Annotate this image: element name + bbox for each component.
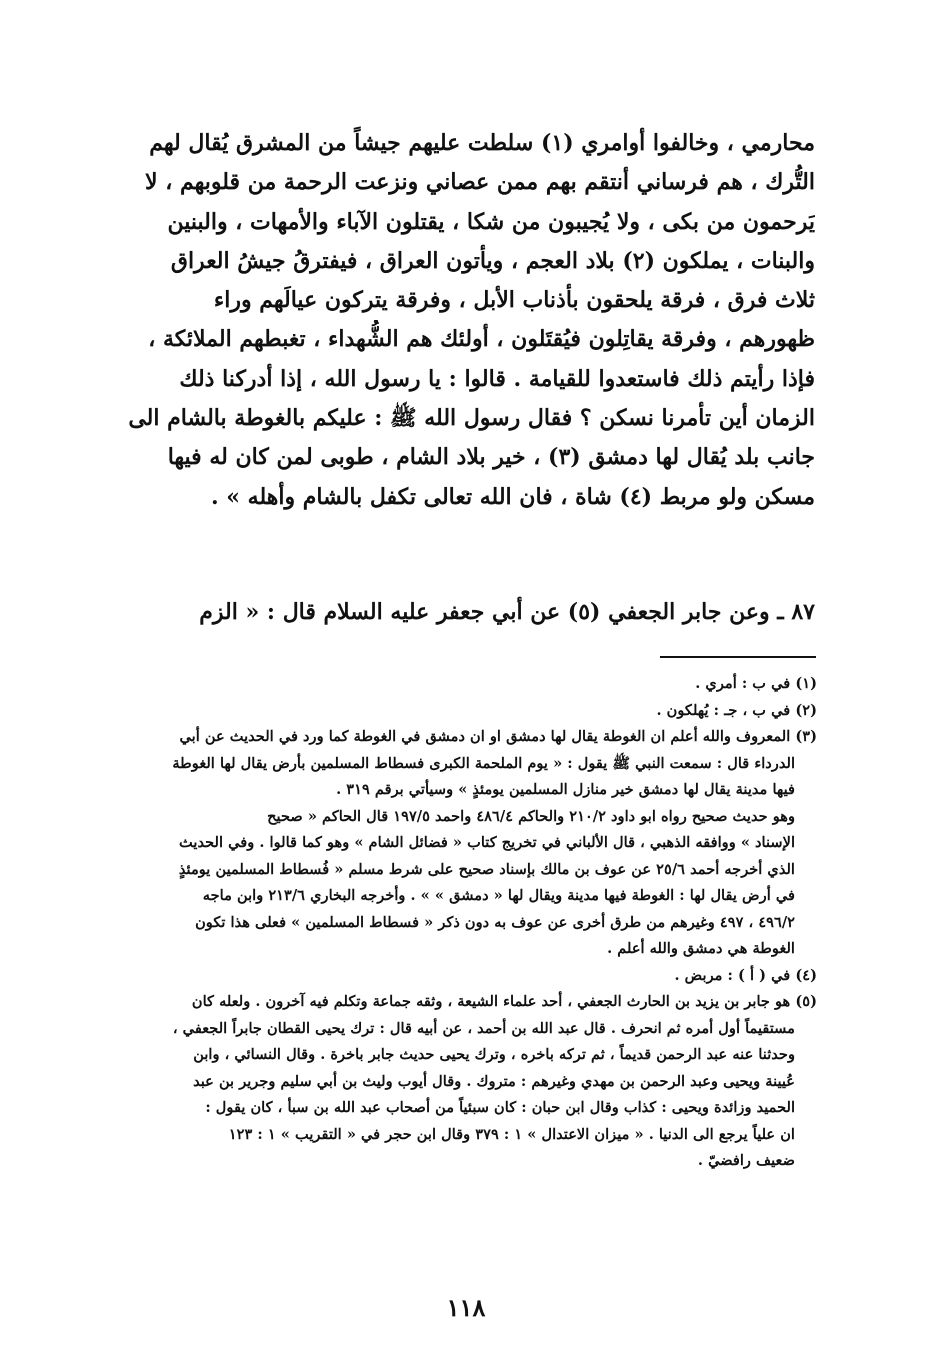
footnote-3-line: الذي أخرجه أحمد ٢٥/٦ عن عوف بن مالك بإسناد صحيح على شرط مسلم « فُسطاط المسلمين يومئذٍ bbox=[178, 860, 795, 878]
hadith-87-opening: ٨٧ ـ وعن جابر الجعفي (٥) عن أبي جعفر عليه السلام قال : « الزم bbox=[199, 599, 815, 625]
footnote-3-line: الغوطة هي دمشق والله أعلم . bbox=[607, 940, 795, 957]
text-line: جانب بلد يُقال لها دمشق (٣) ، خير بلاد الشام ، طوبى لمن كان له فيها bbox=[167, 444, 815, 471]
text-line: ظهورهم ، وفرقة يقاتِلون فيُقتَلون ، أولئك هم الشُّهداء ، تغبطهم الملائكة ، bbox=[148, 326, 815, 353]
footnote-5-line: مستقيماً أول أمره ثم انحرف . قال عبد الله بن أحمد ، عن أبيه قال : ترك يحيى القطان جابراً الجعفي ، bbox=[172, 1019, 795, 1037]
text-line: مسكن ولو مربط (٤) شاة ، فان الله تعالى تكفل بالشام وأهله » . bbox=[210, 483, 815, 510]
footnote-3-line: فيها مدينة يقال لها دمشق خير منازل المسلمين يومئذٍ » وسيأتي برقم ٣١٩ . bbox=[336, 781, 795, 798]
text-line: ثلاث فرق ، فرقة يلحقون بأذناب الأبل ، وفرقة يتركون عيالَهم وراء bbox=[213, 287, 815, 314]
footnote-3-line: في أرض يقال لها : الغوطة فيها مدينة ويقال لها « دمشق » » . وأخرجه البخاري ٢١٣/٦ وابن ماجه bbox=[202, 887, 795, 904]
footnote-3-line: الدرداء قال : سمعت النبي ﷺ يقول : « يوم الملحمة الكبرى فسطاط المسلمين بأرض يقال لها الغوطة bbox=[172, 754, 795, 772]
footnote-4: (٤) في ( أ ) : مربض . bbox=[674, 966, 817, 984]
page-number: ١١٨ bbox=[446, 1293, 486, 1322]
text-line: محارمي ، وخالفوا أوامري (١) سلطت عليهم جيشاً من المشرق يُقال لهم bbox=[149, 130, 815, 156]
footnote-5-line: ان علياً يرجع الى الدنيا . « ميزان الاعتدال » ١ : ٣٧٩ وقال ابن حجر في « التقريب » ١ : ١٢٣ bbox=[228, 1125, 795, 1143]
text-line: يَرحمون من بكى ، ولا يُجيبون من شكا ، يقتلون الآباء والأمهات ، والبنين bbox=[167, 208, 815, 235]
footnote-3-line: الإسناد » ووافقه الذهبي ، قال الألباني في تخريج كتاب « فضائل الشام » وهو كما قالوا . وفي الحديث bbox=[179, 834, 795, 851]
text-line: والبنات ، يملكون (٢) بلاد العجم ، ويأتون العراق ، فيفترقُ جيشُ العراق bbox=[170, 247, 815, 274]
footnote-5-line: ضعيف رافضيّ . bbox=[697, 1152, 795, 1169]
footnote-1: (١) في ب : أمري . bbox=[695, 675, 817, 692]
text-line: فإذا رأيتم ذلك فاستعدوا للقيامة . قالوا : يا رسول الله ، إذا أدركنا ذلك bbox=[179, 365, 815, 392]
footnote-5-line: وحدثنا عنه عبد الرحمن قديماً ، ثم تركه باخره ، وترك يحيى حديث جابر باخرة . وقال النسائي ، وابن bbox=[193, 1046, 795, 1063]
text-line: التُّرك ، هم فرساني أنتقم بهم ممن عصاني ونزعت الرحمة من قلوبهم ، لا bbox=[145, 169, 815, 196]
footnote-3-line: (٣) المعروف والله أعلم ان الغوطة يقال لها دمشق او ان دمشق في الغوطة كما ورد في الحديث عن أبي bbox=[179, 728, 817, 745]
footnote-divider bbox=[660, 656, 816, 658]
footnotes-block bbox=[125, 671, 817, 1175]
footnote-5-line: الحميد وزائدة ويحيى : كذاب وقال ابن حبان : كان سبئياً من أصحاب عبد الله بن سبأ ، كان يقول : bbox=[205, 1099, 795, 1116]
main-text-block bbox=[125, 124, 815, 517]
footnote-3-line: وهو حديث صحيح رواه ابو داود ٢١٠/٢ والحاكم ٤٨٦/٤ واحمد ١٩٧/٥ قال الحاكم « صحيح bbox=[267, 807, 795, 825]
footnote-2: (٢) في ب ، جـ : يُهلكون . bbox=[656, 701, 817, 719]
footnote-3-line: ٤٩٦/٢ ، ٤٩٧ وغيرهم من طرق أخرى عن عوف به دون ذكر « فسطاط المسلمين » فعلى هذا تكون bbox=[195, 913, 795, 931]
footnote-5-line: عُيينة ويحيى وعبد الرحمن بن مهدي وغيرهم : متروك . وقال أيوب وليث بن أبي سليم وجرير بن عبد bbox=[193, 1072, 795, 1090]
footnote-5-line: (٥) هو جابر بن يزيد بن الحارث الجعفي ، أحد علماء الشيعة ، وثقه جماعة وتكلم فيه آخرون . ولعله كان bbox=[191, 993, 817, 1010]
text-line: الزمان أين تأمرنا نسكن ؟ فقال رسول الله ﷺ : عليكم بالغوطة بالشام الى bbox=[128, 405, 815, 432]
